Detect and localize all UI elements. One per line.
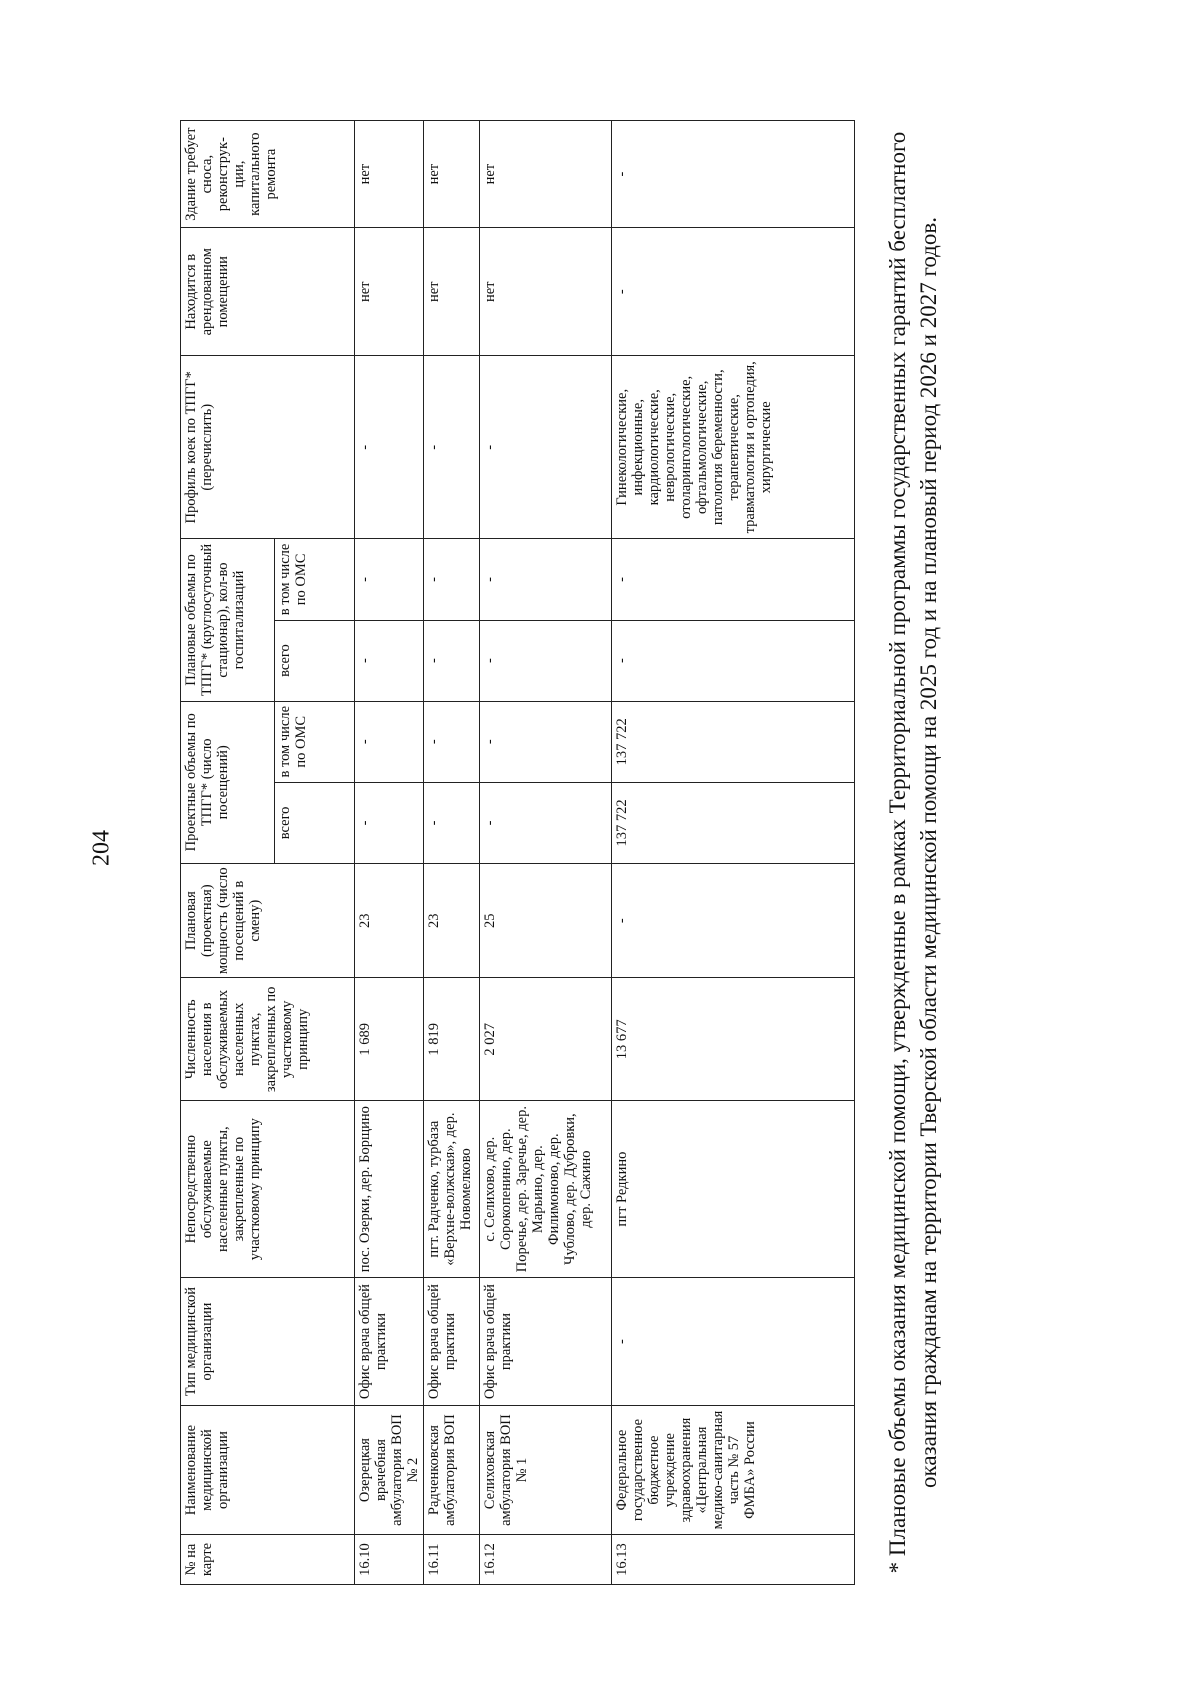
cell-beds: -: [355, 356, 424, 539]
cell-repair: нет: [424, 121, 480, 228]
cell-population: 2 027: [480, 978, 612, 1101]
cell-visits-total: 137 722: [612, 782, 855, 863]
cell-hosp-oms: -: [355, 539, 424, 620]
cell-population: 1 689: [355, 978, 424, 1101]
cell-hosp-oms: -: [424, 539, 480, 620]
cell-capacity: 23: [355, 863, 424, 977]
cell-repair: -: [612, 121, 855, 228]
cell-rented: нет: [355, 228, 424, 356]
table-header-row: [181, 121, 275, 1585]
footnote: * Плановые объемы оказания медицинской помощи, утвержденные в рамках Территориальной программы государственных гарантий бесплатного оказания гражданам на территории Тверской области медицинской помощи на 2025 год и на плановый период 2026 и 2027 годов.: [885, 131, 941, 1574]
cell-settlements: пгт. Радченко, турбаза «Верхне-волжская», дер. Новомелково: [424, 1101, 480, 1278]
header-repair: Здание требует сноса, реконструк-ции, капитального ремонта: [181, 121, 355, 228]
cell-visits-total: -: [424, 782, 480, 863]
cell-type: -: [612, 1278, 855, 1406]
cell-capacity: 25: [480, 863, 612, 977]
header-hosp: Плановые объемы по ТПГГ* (круглосуточный стационар), кол-во госпитализаций: [181, 539, 275, 701]
cell-visits-total: -: [355, 782, 424, 863]
cell-no: 16.12: [480, 1535, 612, 1585]
header-hosp-oms: в том числе по ОМС: [275, 539, 355, 620]
header-no: № на карте: [181, 1535, 355, 1585]
table-row: [480, 121, 612, 1585]
cell-name: Озерецкая врачебная амбулатория ВОП № 2: [355, 1406, 424, 1535]
cell-visits-oms: 137 722: [612, 701, 855, 782]
cell-hosp-total: -: [612, 620, 855, 701]
cell-type: Офис врача общей практики: [480, 1278, 612, 1406]
cell-no: 16.11: [424, 1535, 480, 1585]
cell-no: 16.10: [355, 1535, 424, 1585]
header-name: Наименование медицинской организации: [181, 1406, 355, 1535]
header-visits-total: всего: [275, 782, 355, 863]
cell-settlements: пгт Редкино: [612, 1101, 855, 1278]
table-row: [424, 121, 480, 1585]
cell-type: Офис врача общей практики: [355, 1278, 424, 1406]
cell-name: Селиховская амбулатория ВОП № 1: [480, 1406, 612, 1535]
header-visits: Проектные объемы по ТПГГ* (число посещений): [181, 701, 275, 863]
cell-rented: -: [612, 228, 855, 356]
header-beds: Профиль коек по ТПГГ* (перечислить): [181, 356, 355, 539]
cell-beds: Гинекологические, инфекционные, кардиологические, неврологические, отоларингологические, офтальмологические, патология беременности, терапевтические, травматология и ортопедия, хирургические: [612, 356, 855, 539]
header-visits-oms: в том числе по ОМС: [275, 701, 355, 782]
cell-hosp-oms: -: [612, 539, 855, 620]
cell-capacity: -: [612, 863, 855, 977]
header-capacity: Плановая (проектная) мощность (число посещений в смену): [181, 863, 355, 977]
page-number-text: 204: [88, 830, 115, 866]
cell-visits-oms: -: [424, 701, 480, 782]
cell-hosp-oms: -: [480, 539, 612, 620]
cell-no: 16.13: [612, 1535, 855, 1585]
header-settlements: Непосредственно обслуживаемые населенные пункты, закрепленные по участковому принципу: [181, 1101, 355, 1278]
header-type: Тип медицинской организации: [181, 1278, 355, 1406]
cell-repair: нет: [355, 121, 424, 228]
cell-settlements: пос. Озерки, дер. Борщино: [355, 1101, 424, 1278]
cell-hosp-total: -: [424, 620, 480, 701]
medical-organizations-table: [180, 120, 855, 1585]
cell-rented: нет: [480, 228, 612, 356]
header-population: Численность населения в обслуживаемых населенных пунктах, закрепленных по участковому принципу: [181, 978, 355, 1101]
cell-settlements: с. Селихово, дер. Сорокопенино, дер. Поречье, дер. Заречье, дер. Марьино, дер. Филимоново, дер. Чублово, дер. Дубровки, дер. Сажино: [480, 1101, 612, 1278]
cell-visits-oms: -: [480, 701, 612, 782]
header-rented: Находится в арендованном помещении: [181, 228, 355, 356]
cell-visits-oms: -: [355, 701, 424, 782]
cell-capacity: 23: [424, 863, 480, 977]
cell-type: Офис врача общей практики: [424, 1278, 480, 1406]
cell-name: Радченковская амбулатория ВОП: [424, 1406, 480, 1535]
table-row: [355, 121, 424, 1585]
cell-beds: -: [480, 356, 612, 539]
header-hosp-total: всего: [275, 620, 355, 701]
cell-hosp-total: -: [480, 620, 612, 701]
table-row: [612, 121, 855, 1585]
cell-population: 13 677: [612, 978, 855, 1101]
cell-rented: нет: [424, 228, 480, 356]
cell-population: 1 819: [424, 978, 480, 1101]
cell-visits-total: -: [480, 782, 612, 863]
cell-repair: нет: [480, 121, 612, 228]
cell-hosp-total: -: [355, 620, 424, 701]
rotated-page-content: [180, 85, 1000, 1585]
cell-name: Федеральное государственное бюджетное учреждение здравоохранения «Центральная медико-санитарная часть № 57 ФМБА» России: [612, 1406, 855, 1535]
cell-beds: -: [424, 356, 480, 539]
